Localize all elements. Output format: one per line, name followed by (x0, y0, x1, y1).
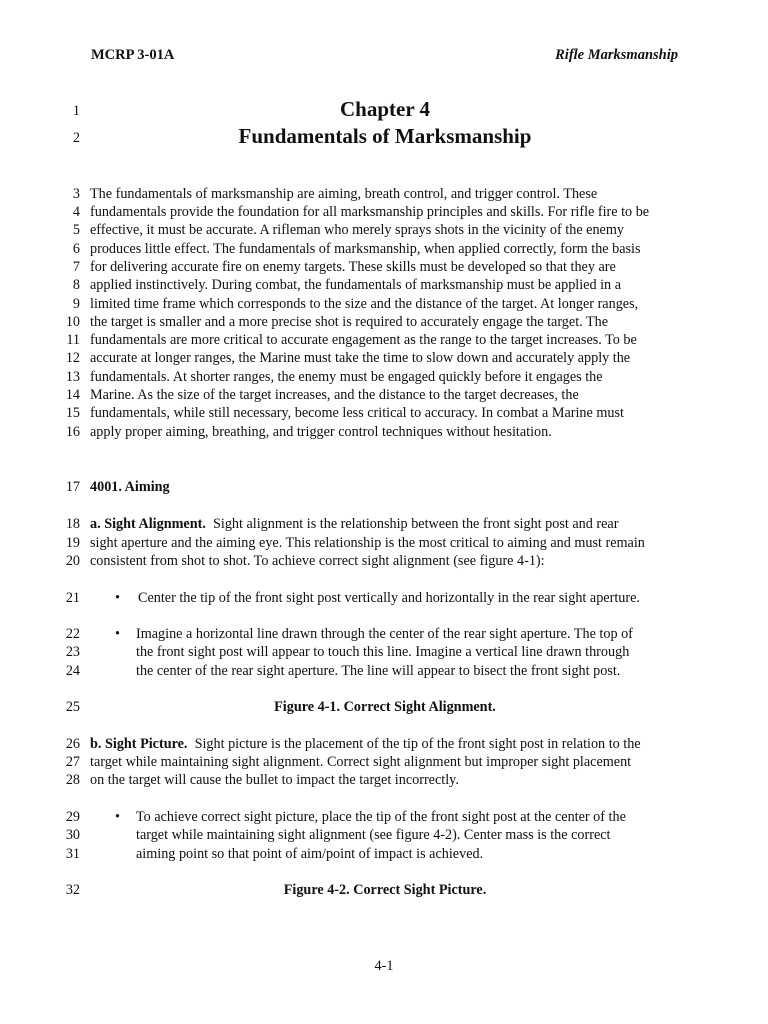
bullet-marker: • (115, 590, 120, 606)
line-number: 29 (65, 809, 80, 825)
line-text: effective, it must be accurate. A rifleman who merely sprays shots in the vicinity of the enemy (90, 222, 624, 238)
line-number: 22 (65, 626, 80, 642)
line-number: 21 (65, 590, 80, 606)
line-number: 6 (72, 241, 80, 257)
line-text-rest: Sight alignment is the relationship between the front sight post and rear (205, 516, 619, 532)
line-text: fundamentals provide the foundation for all marksmanship principles and skills. For rifle fire to be (90, 204, 650, 220)
line-number: 11 (66, 332, 80, 348)
line-number: 7 (72, 259, 80, 275)
chapter-number: Chapter 4 (339, 97, 431, 121)
line-number: 3 (72, 186, 80, 202)
bullet-marker: • (115, 809, 120, 825)
bullet-text: aiming point so that point of aim/point of impact is achieved. (136, 846, 484, 862)
line-number: 27 (65, 754, 80, 770)
bullet-text: Center the tip of the front sight post vertically and horizontally in the rear sight aperture. (138, 590, 640, 606)
line-text: The fundamentals of marksmanship are aiming, breath control, and trigger control. These (90, 186, 598, 202)
line-number: 16 (65, 424, 80, 440)
bullet-text: the front sight post will appear to touch this line. Imagine a vertical line drawn through (136, 644, 630, 660)
header-doc-id: MCRP 3-01A (91, 47, 175, 63)
line-text: fundamentals are more critical to accurate engagement as the range to the target increases. To be (90, 332, 637, 348)
bullet-text: the center of the rear sight aperture. The line will appear to bisect the front sight post. (136, 663, 621, 679)
line-number: 31 (65, 846, 80, 862)
line-number: 12 (65, 350, 80, 366)
line-text: fundamentals, while still necessary, become less critical to accuracy. In combat a Marine must (90, 405, 624, 421)
line-number: 28 (65, 772, 80, 788)
line-number: 23 (65, 644, 80, 660)
line-text: consistent from shot to shot. To achieve correct sight alignment (see figure 4-1): (90, 553, 545, 569)
line-text: the target is smaller and a more precise shot is required to accurately engage the target. The (90, 314, 609, 330)
subsection-title: a. Sight Alignment. (90, 516, 206, 532)
line-text: applied instinctively. During combat, the fundamentals of marksmanship must be applied in a (90, 277, 621, 293)
line-number: 5 (72, 222, 80, 238)
bullet-text: target while maintaining sight alignment (see figure 4-2). Center mass is the correct (136, 827, 611, 843)
line-number: 17 (65, 479, 80, 495)
chapter-title: Fundamentals of Marksmanship (238, 124, 532, 148)
line-number: 19 (65, 535, 80, 551)
line-number: 10 (65, 314, 80, 330)
line-number: 14 (65, 387, 80, 403)
section-title: 4001. Aiming (90, 479, 170, 495)
line-number: 8 (72, 277, 80, 293)
subsection-title: b. Sight Picture. (90, 736, 188, 752)
line-number: 9 (72, 296, 80, 312)
line-number: 4 (72, 204, 80, 220)
line-number: 26 (65, 736, 80, 752)
line-number: 32 (65, 882, 80, 898)
line-text: apply proper aiming, breathing, and trigger control techniques without hesitation. (90, 424, 552, 440)
line-text: limited time frame which corresponds to the size and the distance of the target. At longer ranges, (90, 296, 639, 312)
line-text: for delivering accurate fire on enemy targets. These skills must be developed so that they are (90, 259, 616, 275)
line-text: accurate at longer ranges, the Marine must take the time to slow down and accurately apply the (90, 350, 631, 366)
line-text-rest: Sight picture is the placement of the tip of the front sight post in relation to the (187, 736, 641, 752)
line-number: 30 (65, 827, 80, 843)
bullet-text: To achieve correct sight picture, place the tip of the front sight post at the center of the (136, 809, 626, 825)
line-number: 1 (72, 103, 80, 119)
figure-caption: Figure 4-2. Correct Sight Picture. (283, 882, 487, 898)
line-number: 20 (65, 553, 80, 569)
line-number: 13 (65, 369, 80, 385)
figure-caption: Figure 4-1. Correct Sight Alignment. (274, 699, 496, 715)
line-number: 25 (65, 699, 80, 715)
line-text: produces little effect. The fundamentals of marksmanship, when applied correctly, form the basis (90, 241, 641, 257)
line-number: 2 (72, 130, 80, 146)
line-text: on the target will cause the bullet to impact the target incorrectly. (90, 772, 459, 788)
chapter-number-line (0, 95, 768, 123)
line-text: Marine. As the size of the target increases, and the distance to the target decreases, the (90, 387, 579, 403)
page-number: 4-1 (374, 958, 394, 974)
line-text: target while maintaining sight alignment. Correct sight alignment but improper sight placement (90, 754, 632, 770)
line-text: sight aperture and the aiming eye. This relationship is the most critical to aiming and must remain (90, 535, 645, 551)
line-number: 18 (65, 516, 80, 532)
line-text (90, 515, 618, 533)
header-doc-title: Rifle Marksmanship (555, 47, 678, 63)
line-text: fundamentals. At shorter ranges, the enemy must be engaged quickly before it engages the (90, 369, 603, 385)
line-text (90, 735, 641, 753)
chapter-title-line (0, 122, 768, 150)
bullet-text: Imagine a horizontal line drawn through the center of the rear sight aperture. The top of (136, 626, 633, 642)
bullet-marker: • (115, 626, 120, 642)
line-number: 15 (65, 405, 80, 421)
line-number: 24 (65, 663, 80, 679)
